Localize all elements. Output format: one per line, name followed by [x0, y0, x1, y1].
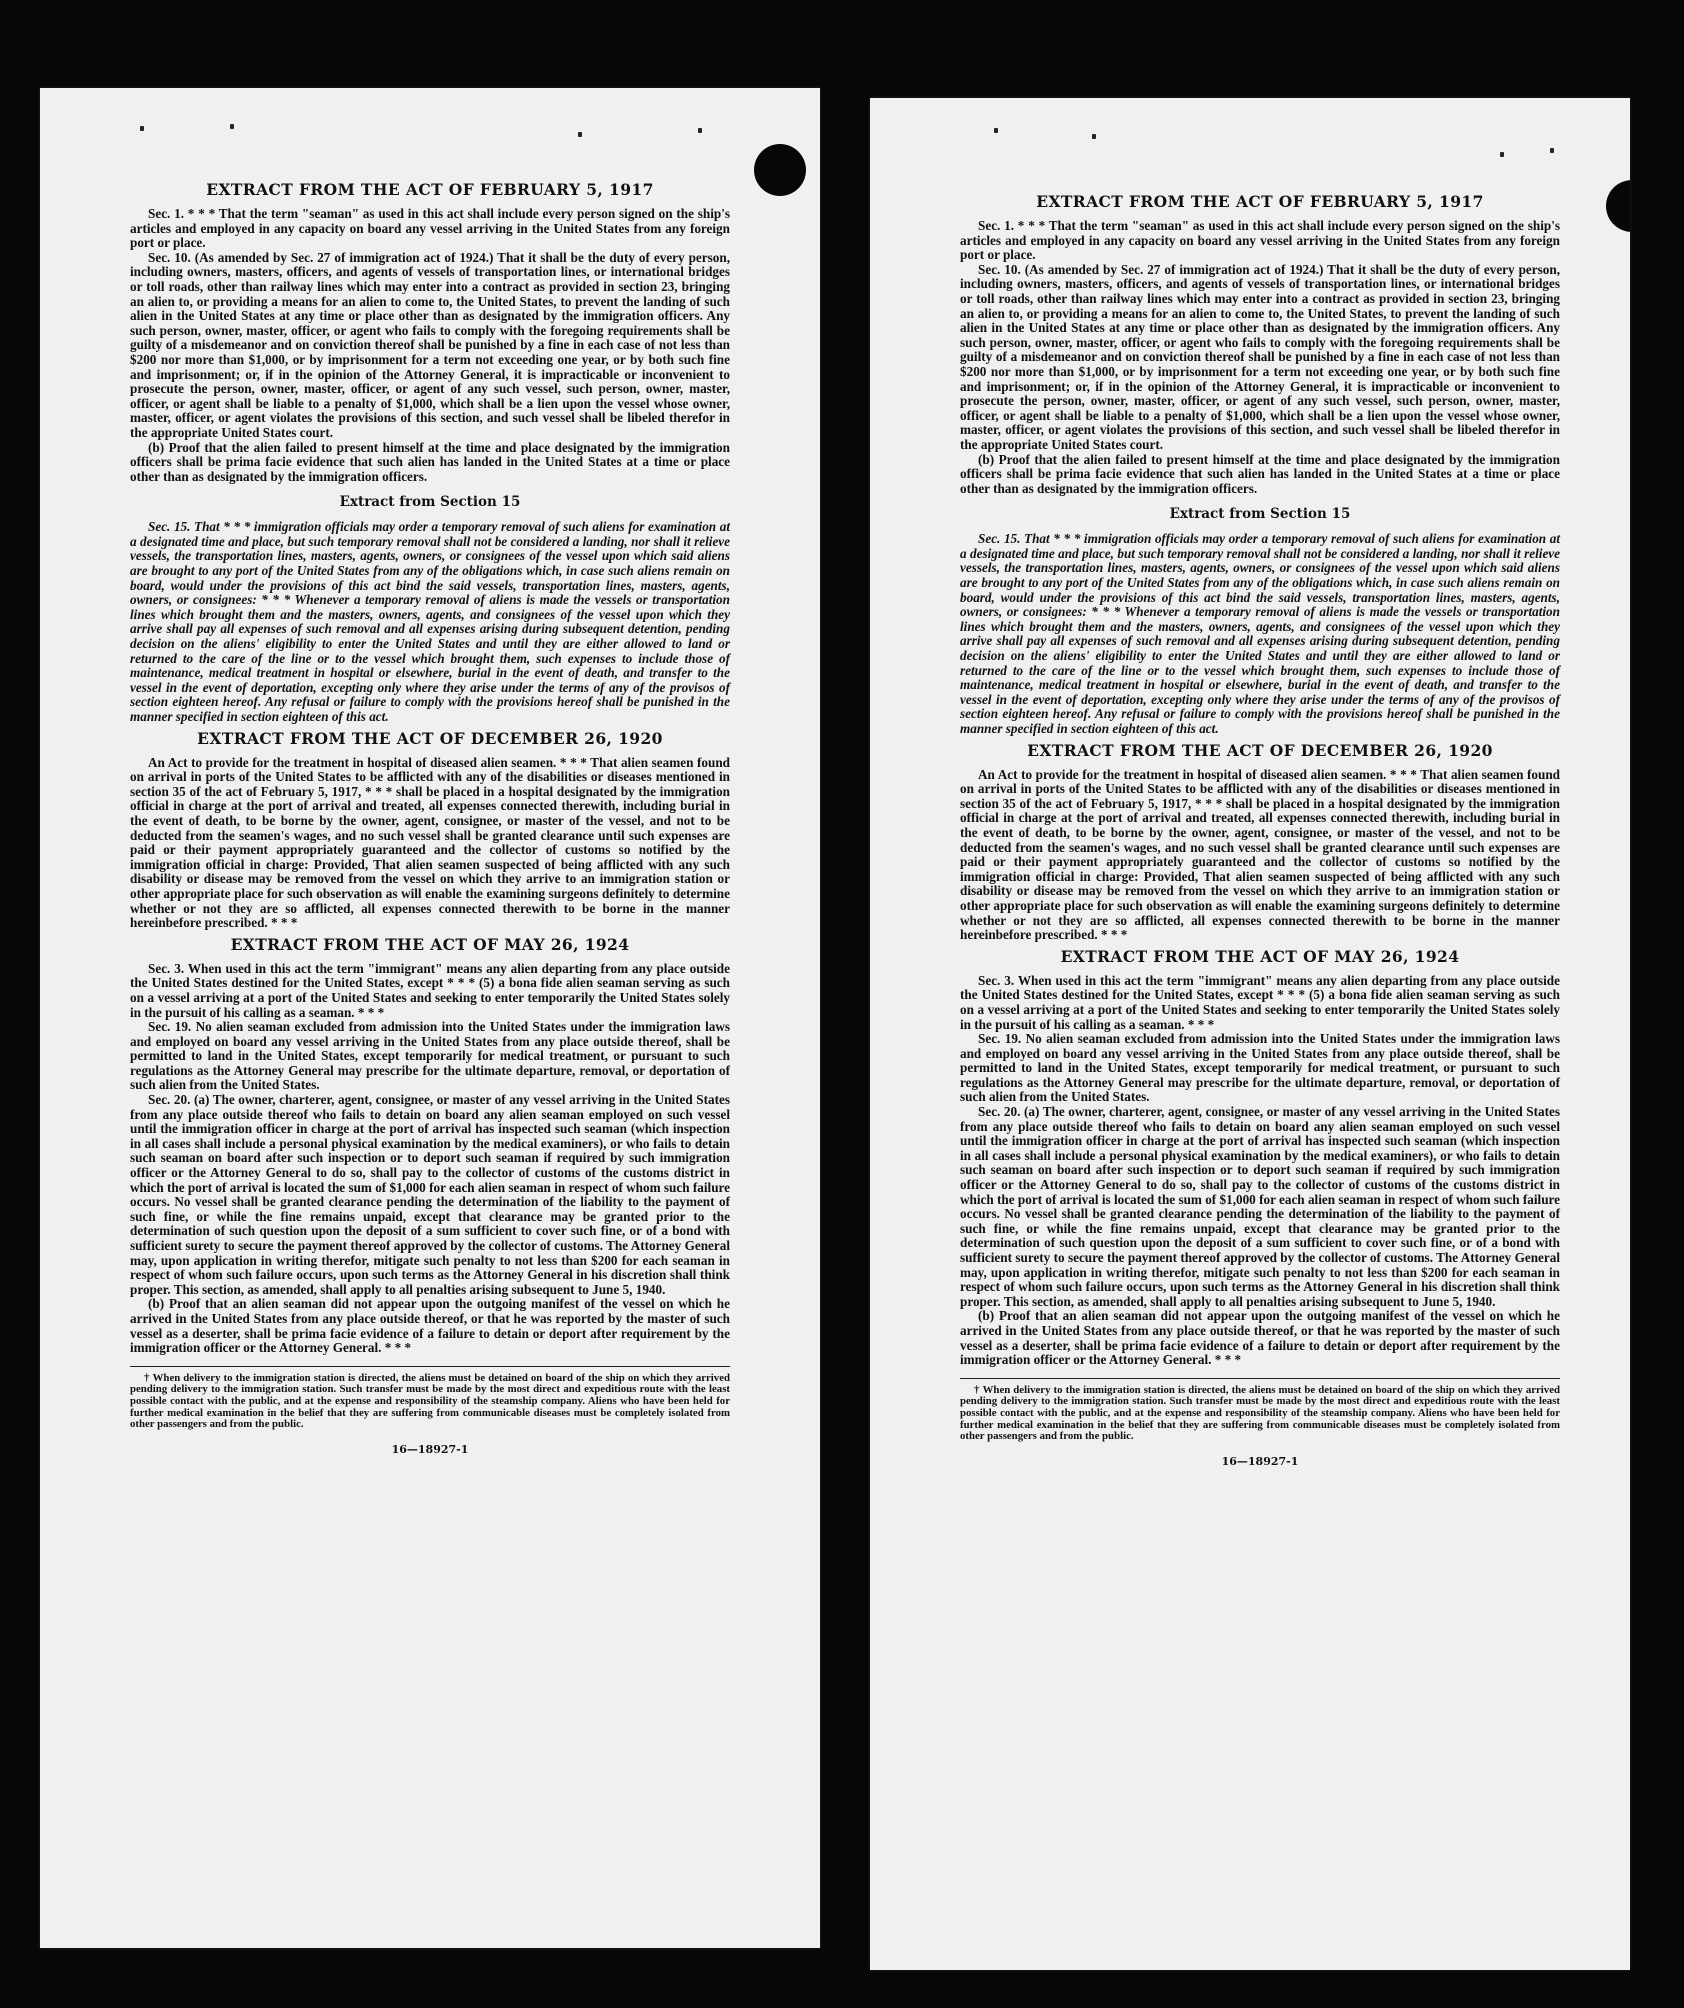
heading-act-may-1924: EXTRACT FROM THE ACT OF MAY 26, 1924	[1060, 946, 1460, 966]
paragraph-sec-10: Sec. 10. (As amended by Sec. 27 of immigration act of 1924.) That it shall be the duty of every person, including owners, masters, officers, and agents of vessels of transportation lines, or international bridges or toll roads, other than railway lines which may enter into a contract as provided in section 23, bringing an alien to, or providing a means for an alien to come to, the United States, to prevent the landing of such alien in the United States at any time or place other than as designated by the immigration officers. Any such person, owner, master, officer, or agent who fails to comply with the foregoing requirements shall be guilty of a misdemeanor and on conviction thereof shall be punished by a fine in each case of not less than $200 nor more than $1,000, or by imprisonment for a term not exceeding one year, or by both such fine and imprisonment; or, if in the opinion of the Attorney General, it is impracticable or inconvenient to prosecute the person, owner, master, officer, or agent of any such vessel, such person, owner, master, officer, or agent shall be liable to a penalty of $1,000, which shall be a lien upon the vessel whose owner, master, officer, or agent violates the provisions of this section, and such vessel shall be libeled therefor in the appropriate United States court.	[130, 249, 730, 440]
form-code: 16—18927-1	[391, 1442, 469, 1456]
paragraph-sec-1: Sec. 1. * * * That the term "seaman" as used in this act shall include every person signed on the ship's articles and employed in any capacity on board any vessel arriving in the United States from any foreign port or place.	[130, 206, 730, 251]
speck-mark	[1550, 148, 1554, 153]
footnote: † When delivery to the immigration station is directed, the aliens must be detained on board of the ship on which they arrived pending delivery to the immigration station. Such transfer must be made by the most direct and expeditious route with the least possible contact with the public, and at the expense and responsibility of the steamship company. Aliens who have been held for further medical examination in the belief that they are suffering from communicable diseases must be completely isolated from other passengers and from the public.	[130, 1371, 730, 1431]
punch-hole	[754, 144, 806, 196]
heading-act-dec-1920: EXTRACT FROM THE ACT OF DECEMBER 26, 1920	[1027, 740, 1493, 760]
paragraph-sec-3: Sec. 3. When used in this act the term "immigrant" means any alien departing from any place outside the United States destined for the United States, except * * * (5) a bona fide alien seaman serving as such on a vessel arriving at a port of the United States and seeking to enter temporarily the United States solely in the pursuit of his calling as a seaman. * * *	[130, 960, 730, 1020]
paragraph-act-1920: An Act to provide for the treatment in hospital of diseased alien seamen. * * * That alien seamen found on arrival in ports of the United States to be afflicted with any of the disabilities or diseases mentioned in section 35 of the act of February 5, 1917, * * * shall be placed in a hospital designated by the immigration official in charge at the port of arrival and treated, all expenses connected therewith, including burial in the event of death, to be borne by the owner, agent, consignee, or master of the vessel, and not to be deducted from the seamen's wages, and no such vessel shall be granted clearance until such expenses are paid or their payment appropriately guaranteed and the collector of customs so notified by the immigration official in charge: Provided, That alien seamen suspected of being afflicted with any such disability or disease may be removed from the vessel on which they arrive to an immigration station or other appropriate place for such observation as will enable the examining surgeons definitely to determine whether or not they are so afflicted, all expenses connected therewith to be borne in the manner hereinbefore prescribed. * * *	[130, 754, 730, 931]
speck-mark	[994, 128, 998, 133]
form-code: 16—18927-1	[1221, 1454, 1299, 1468]
page-content	[960, 188, 1560, 1468]
paragraph-sec-10: Sec. 10. (As amended by Sec. 27 of immigration act of 1924.) That it shall be the duty of every person, including owners, masters, officers, and agents of vessels of transportation lines, or international bridges or toll roads, other than railway lines which may enter into a contract as provided in section 23, bringing an alien to, or providing a means for an alien to come to, the United States, to prevent the landing of such alien in the United States at any time or place other than as designated by the immigration officers. Any such person, owner, master, officer, or agent who fails to comply with the foregoing requirements shall be guilty of a misdemeanor and on conviction thereof shall be punished by a fine in each case of not less than $200 nor more than $1,000, or by imprisonment for a term not exceeding one year, or by both such fine and imprisonment; or, if in the opinion of the Attorney General, it is impracticable or inconvenient to prosecute the person, owner, master, officer, or agent of any such vessel, such person, owner, master, officer, or agent shall be liable to a penalty of $1,000, which shall be a lien upon the vessel whose owner, master, officer, or agent violates the provisions of this section, and such vessel shall be libeled therefor in the appropriate United States court.	[960, 261, 1560, 452]
document-page-left	[40, 88, 820, 1948]
punch-hole	[1606, 180, 1630, 232]
heading-act-may-1924: EXTRACT FROM THE ACT OF MAY 26, 1924	[230, 934, 630, 954]
paragraph-sec-10-b: (b) Proof that the alien failed to present himself at the time and place designated by the immigration officers shall be prima facie evidence that such alien has landed in the United States at a time or place other than as designated by the immigration officers.	[960, 451, 1560, 496]
paragraph-sec-15: Sec. 15. That * * * immigration officials may order a temporary removal of such aliens for examination at a designated time and place, but such temporary removal shall not be considered a landing, nor shall it relieve vessels, the transportation lines, masters, agents, owners, or consignees of the vessel upon which said aliens are brought to any port of the United States from any of the obligations which, in case such aliens remain on board, would under the provisions of this act bind the said vessels, transportation lines, masters, agents, owners, or consignees: * * * Whenever a temporary removal of aliens is made the vessels or transportation lines which brought them and the masters, owners, agents, and consignees of the vessel upon which they arrive shall pay all expenses of such removal and all expenses arising during subsequent detention, pending decision on the aliens' eligibility to enter the United States and until they are either allowed to land or returned to the care of the line or to the vessel which brought them, such expenses to include those of maintenance, medical treatment in hospital or elsewhere, burial in the event of death, and transfer to the vessel in the event of deportation, excepting only where they arise under the terms of any of the provisos of section eighteen hereof. Any refusal or failure to comply with the provisions hereof shall be punished in the manner specified in section eighteen of this act.	[130, 519, 730, 724]
speck-mark	[1500, 152, 1504, 157]
footnote-divider	[960, 1378, 1560, 1379]
speck-mark	[698, 128, 702, 133]
speck-mark	[140, 126, 144, 131]
paragraph-sec-1: Sec. 1. * * * That the term "seaman" as used in this act shall include every person signed on the ship's articles and employed in any capacity on board any vessel arriving in the United States from any foreign port or place.	[960, 218, 1560, 263]
paragraph-sec-20-b: (b) Proof that an alien seaman did not appear upon the outgoing manifest of the vessel on which he arrived in the United States from any place outside thereof, or that he was reported by the master of such vessel as a deserter, shall be prima facie evidence of a failure to detain or deport after requirement by the immigration officer or the Attorney General. * * *	[130, 1296, 730, 1356]
paragraph-sec-20-b: (b) Proof that an alien seaman did not appear upon the outgoing manifest of the vessel on which he arrived in the United States from any place outside thereof, or that he was reported by the master of such vessel as a deserter, shall be prima facie evidence of a failure to detain or deport after requirement by the immigration officer or the Attorney General. * * *	[960, 1308, 1560, 1368]
speck-mark	[230, 124, 234, 129]
speck-mark	[578, 132, 582, 137]
speck-mark	[1092, 134, 1096, 139]
subheading-section-15: Extract from Section 15	[1169, 506, 1351, 523]
paragraph-act-1920: An Act to provide for the treatment in hospital of diseased alien seamen. * * * That alien seamen found on arrival in ports of the United States to be afflicted with any of the disabilities or diseases mentioned in section 35 of the act of February 5, 1917, * * * shall be placed in a hospital designated by the immigration official in charge at the port of arrival and treated, all expenses connected therewith, including burial in the event of death, to be borne by the owner, agent, consignee, or master of the vessel, and not to be deducted from the seamen's wages, and no such vessel shall be granted clearance until such expenses are paid or their payment appropriately guaranteed and the collector of customs so notified by the immigration official in charge: Provided, That alien seamen suspected of being afflicted with any such disability or disease may be removed from the vessel on which they arrive to an immigration station or other appropriate place for such observation as will enable the examining surgeons definitely to determine whether or not they are so afflicted, all expenses connected therewith to be borne in the manner hereinbefore prescribed. * * *	[960, 766, 1560, 943]
document-page-right	[870, 98, 1630, 1970]
paragraph-sec-19: Sec. 19. No alien seaman excluded from admission into the United States under the immigration laws and employed on board any vessel arriving in the United States from any place outside thereof, shall be permitted to land in the United States, except temporarily for medical treatment, or pursuant to such regulations as the Attorney General may prescribe for the ultimate departure, removal, or deportation of such alien from the United States.	[960, 1031, 1560, 1105]
footnote: † When delivery to the immigration station is directed, the aliens must be detained on board of the ship on which they arrived pending delivery to the immigration station. Such transfer must be made by the most direct and expeditious route with the least possible contact with the public, and at the expense and responsibility of the steamship company. Aliens who have been held for further medical examination in the belief that they are suffering from communicable diseases must be completely isolated from other passengers and from the public.	[960, 1383, 1560, 1443]
heading-act-feb-1917: EXTRACT FROM THE ACT OF FEBRUARY 5, 1917	[1036, 192, 1484, 211]
page-content	[130, 176, 730, 1456]
paragraph-sec-20-a: Sec. 20. (a) The owner, charterer, agent, consignee, or master of any vessel arriving in the United States from any place outside thereof who fails to detain on board any alien seaman employed on such vessel until the immigration officer in charge at the port of arrival has inspected such seaman (which inspection in all cases shall include a personal physical examination by the medical examiners), or who fails to detain such seaman on board after such inspection or to deport such seaman if required by such immigration officer or the Attorney General to do so, shall pay to the collector of customs of the customs district in which the port of arrival is located the sum of $1,000 for each alien seaman in respect of whom such failure occurs. No vessel shall be granted clearance pending the determination of the liability to the payment of such fine, or while the fine remains unpaid, except that clearance may be granted prior to the determination of such question upon the deposit of a sum sufficient to cover such fine, or of a bond with sufficient surety to secure the payment thereof approved by the collector of customs. The Attorney General may, upon application in writing therefor, mitigate such penalty to not less than $200 for each seaman in respect of whom such failure occurs, upon such terms as the Attorney General in his discretion shall think proper. This section, as amended, shall apply to all penalties arising subsequent to June 5, 1940.	[960, 1104, 1560, 1309]
paragraph-sec-15: Sec. 15. That * * * immigration officials may order a temporary removal of such aliens for examination at a designated time and place, but such temporary removal shall not be considered a landing, nor shall it relieve vessels, the transportation lines, masters, agents, owners, or consignees of the vessel upon which said aliens are brought to any port of the United States from any of the obligations which, in case such aliens remain on board, would under the provisions of this act bind the said vessels, transportation lines, masters, agents, owners, or consignees: * * * Whenever a temporary removal of aliens is made the vessels or transportation lines which brought them and the masters, owners, agents, and consignees of the vessel upon which they arrive shall pay all expenses of such removal and all expenses arising during subsequent detention, pending decision on the aliens' eligibility to enter the United States and until they are either allowed to land or returned to the care of the line or to the vessel which brought them, such expenses to include those of maintenance, medical treatment in hospital or elsewhere, burial in the event of death, and transfer to the vessel in the event of deportation, excepting only where they arise under the terms of any of the provisos of section eighteen hereof. Any refusal or failure to comply with the provisions hereof shall be punished in the manner specified in section eighteen of this act.	[960, 531, 1560, 736]
heading-act-feb-1917: EXTRACT FROM THE ACT OF FEBRUARY 5, 1917	[206, 180, 654, 199]
paragraph-sec-19: Sec. 19. No alien seaman excluded from admission into the United States under the immigration laws and employed on board any vessel arriving in the United States from any place outside thereof, shall be permitted to land in the United States, except temporarily for medical treatment, or pursuant to such regulations as the Attorney General may prescribe for the ultimate departure, removal, or deportation of such alien from the United States.	[130, 1019, 730, 1093]
subheading-section-15: Extract from Section 15	[339, 494, 521, 511]
footnote-divider	[130, 1366, 730, 1367]
paragraph-sec-3: Sec. 3. When used in this act the term "immigrant" means any alien departing from any place outside the United States destined for the United States, except * * * (5) a bona fide alien seaman serving as such on a vessel arriving at a port of the United States and seeking to enter temporarily the United States solely in the pursuit of his calling as a seaman. * * *	[960, 972, 1560, 1032]
paragraph-sec-20-a: Sec. 20. (a) The owner, charterer, agent, consignee, or master of any vessel arriving in the United States from any place outside thereof who fails to detain on board any alien seaman employed on such vessel until the immigration officer in charge at the port of arrival has inspected such seaman (which inspection in all cases shall include a personal physical examination by the medical examiners), or who fails to detain such seaman on board after such inspection or to deport such seaman if required by such immigration officer or the Attorney General to do so, shall pay to the collector of customs of the customs district in which the port of arrival is located the sum of $1,000 for each alien seaman in respect of whom such failure occurs. No vessel shall be granted clearance pending the determination of the liability to the payment of such fine, or while the fine remains unpaid, except that clearance may be granted prior to the determination of such question upon the deposit of a sum sufficient to cover such fine, or of a bond with sufficient surety to secure the payment thereof approved by the collector of customs. The Attorney General may, upon application in writing therefor, mitigate such penalty to not less than $200 for each seaman in respect of whom such failure occurs, upon such terms as the Attorney General in his discretion shall think proper. This section, as amended, shall apply to all penalties arising subsequent to June 5, 1940.	[130, 1092, 730, 1297]
heading-act-dec-1920: EXTRACT FROM THE ACT OF DECEMBER 26, 1920	[197, 728, 663, 748]
paragraph-sec-10-b: (b) Proof that the alien failed to present himself at the time and place designated by the immigration officers shall be prima facie evidence that such alien has landed in the United States at a time or place other than as designated by the immigration officers.	[130, 439, 730, 484]
